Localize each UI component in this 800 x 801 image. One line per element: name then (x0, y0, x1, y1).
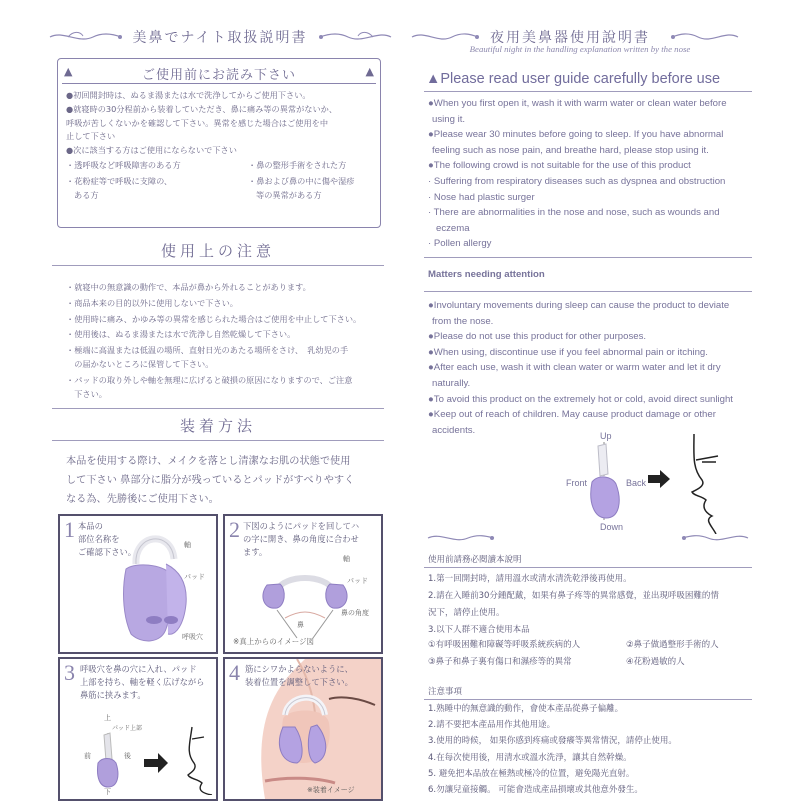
divider (52, 440, 384, 441)
cn-heading-precautions: 注意事項 (428, 687, 463, 697)
label-down: 下 (104, 788, 111, 796)
warning-triangle-icon: ▲ (365, 65, 374, 78)
section-title-precautions: 使用上の注意 (160, 242, 275, 260)
divider (424, 291, 752, 292)
cn-instructions: 1.第一回開封時，請用溫水或清水清洗乾淨後再使用。 2.請在入睡前30分鍾配戴，如果有鼻子疼等的異常感覺，並出現呼吸困難的情 況下，請停止使用。 3.以下人群不適合使用本品 (428, 574, 719, 635)
left-title-flourish-right (318, 28, 393, 46)
step-number: 3 (64, 660, 75, 685)
before-use-box (57, 58, 381, 228)
step-number: 2 (229, 517, 240, 542)
wearing-intro: 本品を使用する際け、メイクを落とし清潔なお肌の状態で使用 して下さい 鼻部分に脂分が残っているとパッドがすべりやすく なる為、先勝後にご使用下さい。 (66, 456, 355, 505)
ornament-divider-icon (426, 530, 496, 546)
before-use-lines: ●初回開封時は、ぬるま湯または水で洗浄してからご使用下さい。 ●就寝時の30分程前から装着していただき、鼻に痛み等の異常がないか、 呼吸が苦しくないかを確認して下さい。異常を感じた場合はご使用を中 止して下さい ●次に該当する方はご使用にならないで下さい (66, 90, 338, 156)
ornament-divider-icon (680, 530, 750, 546)
wearing-image-note: ※装着イメージ (307, 786, 355, 794)
label-pad: パッド (184, 573, 205, 581)
top-view-note: ※真上からのイメージ図 (233, 637, 315, 646)
matters-heading: Matters needing attention (428, 269, 545, 280)
orientation-diagram (560, 430, 750, 540)
cn-precautions-list: 1.熟睡中的無意識的動作，會使本產品從鼻子偏離。 2.請不要把本產品用作其他用途。 3.使用的時候， 如果你感到疼痛或發癢等異常情況，請停止使用。 4.在每次使用後，用清水或溫水洗淨，讓其自然幹燥。 5. 避免把本品放在極熱或極冷的位置，避免陽光直射。 6.勿讓兒童接觸。 可能會造成產品損壞或其他意外發生。 (428, 704, 677, 796)
label-shaft: 軸 (184, 541, 191, 549)
label-shaft: 軸 (343, 555, 350, 563)
label-up: 上 (104, 714, 111, 722)
cn-heading-read-before-use: 使用前請務必閱讀本說明 (428, 555, 522, 565)
device-side-illustration (588, 440, 628, 524)
nose-clip-device-illustration (116, 524, 206, 648)
section-title-wearing-method: 装着方法 (179, 417, 256, 435)
before-use-cols-right: ・鼻の整形手術をされた方 ・鼻および鼻の中に傷や湿疹 等の異常がある方 (248, 160, 355, 200)
warning-triangle-icon: ▲ (64, 65, 73, 78)
label-down: Down (600, 522, 624, 532)
step-number: 1 (64, 517, 75, 542)
before-use-title: ご使用前にお読み下さい (141, 68, 296, 83)
step-caption: 呼吸穴を鼻の穴に入れ、パッド 上部を持ち、軸を軽く広げながら 鼻筋に挟みます。 (80, 664, 205, 700)
step-4-panel (223, 657, 383, 801)
label-nose: 鼻 (297, 621, 304, 629)
label-front: Front (566, 478, 588, 488)
right-page-title: 夜用美鼻器使用說明書 (490, 30, 650, 46)
step-2-panel (223, 514, 383, 654)
step-caption: 本品の 部位名称を ご確認下さい。 (78, 521, 137, 557)
divider (52, 265, 384, 266)
divider (424, 257, 752, 258)
user-guide-heading: ▲Please read user guide carefully before use (426, 71, 721, 87)
label-back: 後 (124, 752, 131, 760)
label-up: Up (600, 431, 612, 441)
matters-list: ●Involuntary movements during sleep can cause the product to deviate from the nose. ●Please do not use this product for other purposes. ●When using, discontinue use if you feel abnormal pain or itching. ●After each use, wash it with clean water or warm water and let it dry naturally. ●To avoid this product on the extremely hot or cold, avoid direct sunlight ●Keep out of reach of children. May cause product damage or other accidents. (428, 300, 733, 436)
label-pad-top: パッド上部 (112, 725, 143, 732)
before-use-cols-left: ・透呼吸など呼吸障害のある方 ・花粉症等で呼吸に支障の、 ある方 (66, 160, 181, 200)
left-title-flourish-left (48, 28, 123, 46)
divider (424, 91, 752, 92)
left-page-title: 美鼻でナイト取扱説明書 (132, 30, 308, 46)
label-front: 前 (84, 752, 91, 760)
label-pad: パッド (347, 577, 368, 585)
face-profile-illustration (672, 434, 742, 534)
step-caption: 下図のようにパッドを回してハ の字に開き、鼻の角度に合わせ ます。 (243, 521, 360, 557)
top-view-illustration (255, 560, 355, 640)
side-view-illustration (94, 723, 214, 795)
label-breathing-hole: 呼吸穴 (182, 633, 203, 641)
step-caption: 筋にシワかよらないように、 装着位置を調整して下さい。 (245, 664, 353, 687)
divider (424, 567, 752, 568)
step-3-panel (58, 657, 218, 801)
step-1-panel (58, 514, 218, 654)
right-page-subtitle: Beautiful night in the handling explanation written by the nose (469, 44, 691, 54)
arrow-right-icon (648, 470, 670, 488)
label-nose-angle: 鼻の角度 (341, 609, 369, 617)
label-back: Back (626, 478, 647, 488)
step-number: 4 (229, 660, 240, 685)
divider (52, 408, 384, 409)
divider (424, 699, 752, 700)
cn-unsuitable-list: ①有呼吸困難和障礙等呼吸系統疾病的人 ②鼻子做過整形手術的人 ③鼻子和鼻子裏有傷口和濕疹等的異常 ④花粉過敏的人 (428, 640, 719, 667)
precautions-list: ・就寝中の無意識の動作で、本品が鼻から外れることがあります。 ・商品本来の目的以外に使用しないで下さい。 ・使用時に痛み、かゆみ等の異常を感じられた場合はご使用を中止して下さい。 ・使用後は、ぬるま湯または水で洗浄し自然乾燥して下さい。 ・極端に高温または低温の場所、直射日光のあたる場所をさけ、 乳幼児の手 の届かないところに保管して下さい。 ・パッドの取り外しや軸を無理に広げると破損の原因になりますので、ご注意 下さい。 (66, 282, 362, 399)
user-guide-list: ●When you first open it, wash it with warm water or clean water before using it. ●Please wear 30 minutes before going to sleep. If you have abnormal feeling such as nose pain, and breathe hard, please stop using it. ●The following crowd is not suitable for the use of this product · Suffering from respiratory diseases such as dyspnea and obstruction · Nose had plastic surger · There are abnormalities in the nose and nose, such as wounds and eczema · Pollen allergy (428, 98, 727, 250)
